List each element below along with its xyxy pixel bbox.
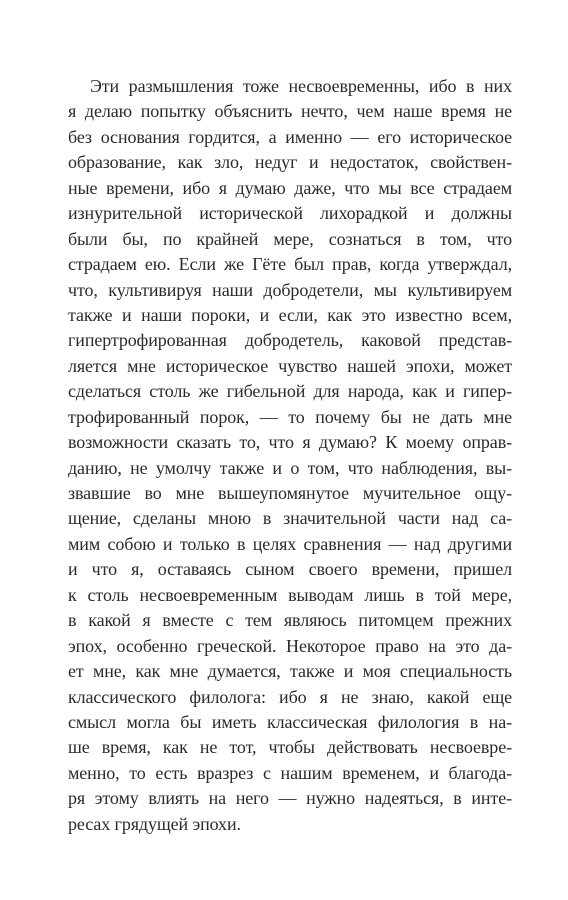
text-line: и что я, оставаясь сыном своего времени, пришел <box>68 559 512 580</box>
text-line: ресах грядущей эпохи. <box>68 813 241 834</box>
text-line: эпох, особенно греческой. Некоторое право на это да- <box>68 635 512 656</box>
text-line: возможности сказать то, что я думаю? К моему оправ- <box>68 432 512 453</box>
text-line: образование, как зло, недуг и недостаток, свойствен- <box>68 152 512 173</box>
text-line: в какой я вместе с тем являюсь питомцем прежних <box>68 610 512 631</box>
text-line: изнурительной исторической лихорадкой и должны <box>68 203 512 224</box>
text-line: гипертрофированная добродетель, каковой представ- <box>68 330 512 351</box>
text-line: звавшие во мне вышеупомянутое мучительное ощу- <box>68 483 512 503</box>
text-line: классического филолога: ибо я не знаю, какой еще <box>68 686 512 707</box>
text-line: я делаю попытку объяснить нечто, чем наше время не <box>68 101 512 122</box>
text-line: данию, не умолчу также и о том, что наблюдения, вы- <box>68 457 512 478</box>
text-line: смысл могла бы иметь классическая филология в на- <box>68 711 512 732</box>
text-line: страдаем ею. Если же Гёте был прав, когда утверждал, <box>68 254 512 275</box>
text-line: без основания гордится, а именно — его историческое <box>68 126 512 147</box>
text-line: ше время, как не тот, чтобы действовать несвоевре- <box>68 737 512 758</box>
text-line: трофированный порок, — то почему бы не дать мне <box>68 406 512 427</box>
text-line: к столь несвоевременным выводам лишь в той мере, <box>68 584 512 605</box>
text-line: щение, сделаны мною в значительной части над са- <box>68 508 512 529</box>
text-line: были бы, по крайней мере, сознаться в том, что <box>68 228 512 249</box>
text-line: ляется мне историческое чувство нашей эпохи, может <box>68 355 512 376</box>
text-line: ет мне, как мне думается, также и моя специальность <box>68 661 512 682</box>
text-line: менно, то есть вразрез с нашим временем, и благода- <box>68 762 512 783</box>
text-line: что, культивируя наши добродетели, мы культивируем <box>68 279 512 300</box>
text-line: ря этому влиять на него — нужно надеяться, в инте- <box>68 788 512 809</box>
text-line: сделаться столь же гибельной для народа, как и гипер- <box>68 381 512 402</box>
body-paragraph <box>68 74 512 837</box>
text-line: также и наши пороки, и если, как это известно всем, <box>68 304 512 325</box>
text-line: Эти размышления тоже несвоевременны, ибо в них <box>90 76 512 96</box>
text-line: мим собою и только в целях сравнения — над другими <box>68 533 512 554</box>
text-line: ные времени, ибо я думаю даже, что мы все страдаем <box>68 177 512 198</box>
